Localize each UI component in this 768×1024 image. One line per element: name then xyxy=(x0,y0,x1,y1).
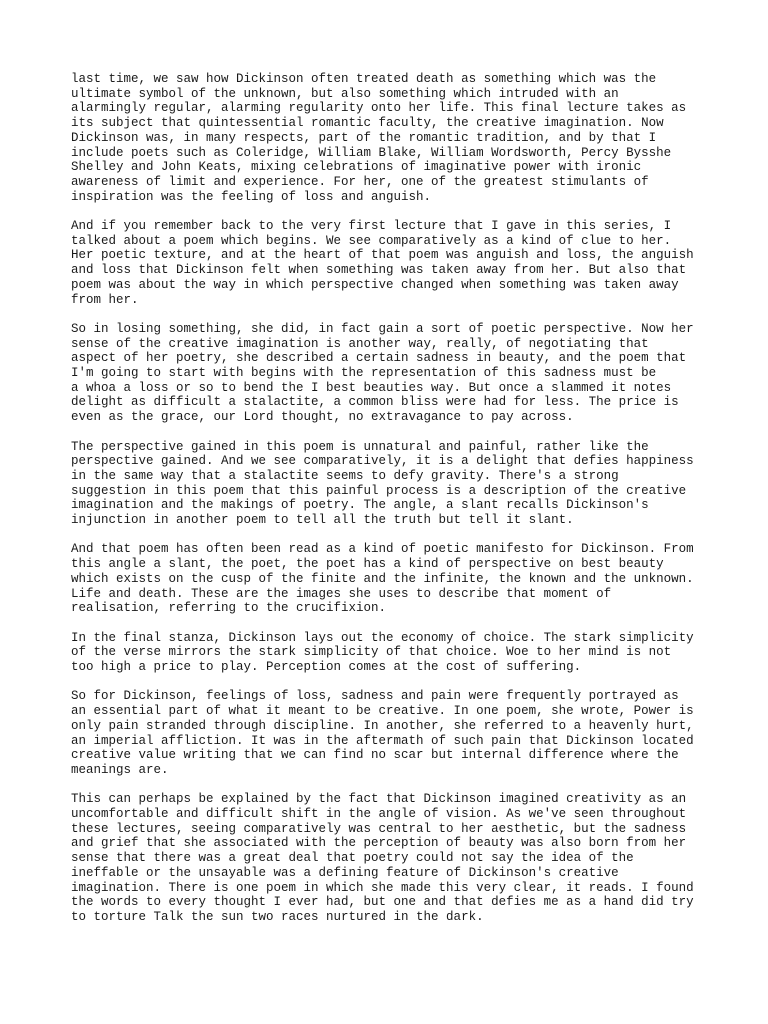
paragraph-3: So in losing something, she did, in fact gain a sort of poetic perspective. Now her sense of the creative imagination is another way, really, of negotiating that aspect of her poetry, she described a certain sadness in beauty, and the poem that I'm going to start with begins with the representation of this sadness must be a whoa a loss or so to bend the I best beauties way. But once a slammed it notes delight as difficult a stalactite, a common bliss were had for less. The price is even as the grace, our Lord thought, no extravagance to pay across. xyxy=(71,321,694,425)
paragraph-5: And that poem has often been read as a kind of poetic manifesto for Dickinson. From this angle a slant, the poet, the poet has a kind of perspective on best beauty which exists on the cusp of the finite and the infinite, the known and the unknown. Life and death. These are the images she uses to describe that moment of realisation, referring to the crucifixion. xyxy=(71,542,694,616)
paragraph-6: In the final stanza, Dickinson lays out the economy of choice. The stark simplicity of the verse mirrors the stark simplicity of that choice. Woe to her mind is not too high a price to play. Perception comes at the cost of suffering. xyxy=(71,630,694,675)
paragraph-8: This can perhaps be explained by the fact that Dickinson imagined creativity as an uncomfortable and difficult shift in the angle of vision. As we've seen throughout these lectures, seeing comparatively was central to her aesthetic, but the sadness and grief that she associated with the perception of beauty was also born from her sense that there was a great deal that poetry could not say the idea of the ineffable or the unsayable was a defining feature of Dickinson's creative imagination. There is one poem in which she made this very clear, it reads. I found the words to every thought I ever had, but one and that defies me as a hand did try to torture Talk the sun two races nurtured in the dark. xyxy=(71,792,694,924)
paragraph-1: last time, we saw how Dickinson often treated death as something which was the ultimate symbol of the unknown, but also something which intruded with an alarmingly regular, alarming regularity onto her life. This final lecture takes as its subject that quintessential romantic faculty, the creative imagination. Now Dickinson was, in many respects, part of the romantic tradition, and by that I include poets such as Coleridge, William Blake, William Wordsworth, Percy Bysshe Shelley and John Keats, mixing celebrations of imaginative power with ironic awareness of limit and experience. For her, one of the greatest stimulants of inspiration was the feeling of loss and anguish. xyxy=(71,72,687,204)
paragraph-4: The perspective gained in this poem is unnatural and painful, rather like the perspective gained. And we see comparatively, it is a delight that defies happiness in the same way that a stalactite seems to defy gravity. There's a strong suggestion in this poem that this painful process is a description of the creative imagination and the makings of poetry. The angle, a slant recalls Dickinson's injunction in another poem to tell all the truth but tell it slant. xyxy=(71,439,694,528)
paragraph-2: And if you remember back to the very first lecture that I gave in this series, I talked about a poem which begins. We see comparatively as a kind of clue to her. Her poetic texture, and at the heart of that poem was anguish and loss, the anguish and loss that Dickinson felt when something was taken away from her. But also that poem was about the way in which perspective changed when something was taken away from her. xyxy=(71,219,694,307)
paragraph-7: So for Dickinson, feelings of loss, sadness and pain were frequently portrayed as an essential part of what it meant to be creative. In one poem, she wrote, Power is only pain stranded through discipline. In another, she referred to a heavenly hurt, an imperial affliction. It was in the aftermath of such pain that Dickinson located creative value writing that we can find no scar but internal difference where the meanings are. xyxy=(71,689,694,777)
document-page xyxy=(71,72,711,939)
